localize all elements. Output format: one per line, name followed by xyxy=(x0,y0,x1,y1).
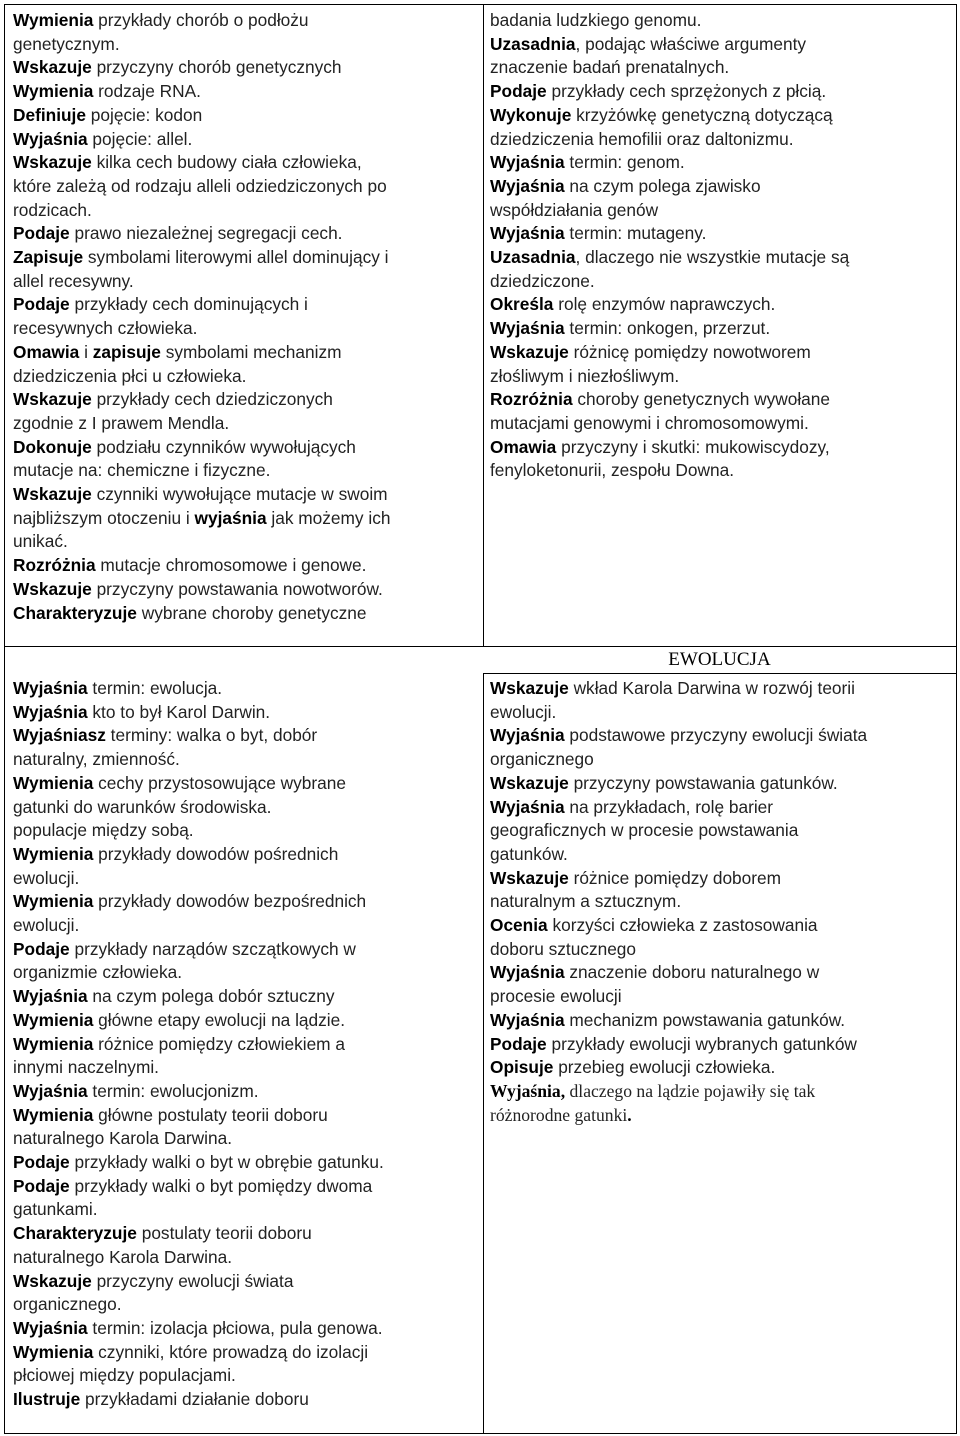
line-text: badania ludzkiego genomu. xyxy=(490,10,702,30)
text-line xyxy=(13,483,479,507)
keyword: Wymienia xyxy=(13,10,94,30)
line-text: gatunki do warunków środowiska. xyxy=(13,796,272,817)
line-text: fenyloketonurii, zespołu Downa. xyxy=(490,460,734,481)
keyword: Wyjaśnia, xyxy=(490,1080,566,1101)
section-heading-evolution: EWOLUCJA xyxy=(668,649,771,670)
keyword: Wymienia xyxy=(13,81,94,102)
text-line xyxy=(13,222,479,246)
text-line xyxy=(490,222,952,246)
keyword: Wymienia xyxy=(13,843,94,864)
line-text: ewolucji. xyxy=(490,701,557,722)
text-line xyxy=(490,677,952,701)
line-text: choroby genetycznych wywołane xyxy=(572,389,831,410)
keyword: Omawia xyxy=(490,436,557,457)
keyword: Podaje xyxy=(13,938,70,959)
keyword: Wyjaśnia xyxy=(490,725,565,746)
keyword: Podaje xyxy=(13,294,70,315)
text-line xyxy=(13,1317,479,1341)
line-text: główne etapy ewolucji na lądzie. xyxy=(93,1009,346,1030)
line-text: przykłady narządów szczątkowych w xyxy=(69,938,356,959)
line-text: termin: izolacja płciowa, pula genowa. xyxy=(87,1317,383,1338)
text-line xyxy=(13,317,479,341)
text-line xyxy=(13,436,479,460)
keyword: Wskazuje xyxy=(13,152,92,173)
keyword: Wyjaśnia xyxy=(490,175,565,196)
line-text: przyczyny i skutki: mukowiscydozy, xyxy=(556,436,830,457)
line-text: kilka cech budowy ciała człowieka, xyxy=(91,152,362,173)
line-text: przykłady cech dominujących i xyxy=(69,294,308,315)
text-line xyxy=(13,701,479,725)
text-line xyxy=(490,9,952,33)
genetics-table xyxy=(4,4,957,647)
text-line xyxy=(490,890,952,914)
keyword: Uzasadnia xyxy=(490,247,576,268)
text-line xyxy=(13,270,479,294)
line-text: znaczenie doboru naturalnego w xyxy=(564,962,820,983)
text-line xyxy=(13,80,479,104)
keyword: Wyjaśnia xyxy=(490,1009,565,1030)
line-text: przykłady cech sprzężonych z płcią. xyxy=(546,81,827,102)
keyword: Wymienia xyxy=(13,1009,94,1030)
line-text: wybrane choroby genetyczne xyxy=(136,602,367,623)
line-text: organicznego xyxy=(490,749,594,770)
text-line xyxy=(490,1009,952,1033)
column-divider xyxy=(483,673,484,1433)
line-text: dlaczego na lądzie pojawiły się tak xyxy=(565,1080,816,1101)
line-text: i xyxy=(79,341,93,362)
line-text: rolę enzymów naprawczych. xyxy=(553,294,776,315)
line-text: unikać. xyxy=(13,531,68,552)
keyword: Wyjaśnia xyxy=(490,962,565,983)
text-line xyxy=(13,1009,479,1033)
keyword: Podaje xyxy=(13,1175,70,1196)
line-text: ewolucji. xyxy=(13,915,80,936)
line-text: ewolucji. xyxy=(13,867,80,888)
text-line xyxy=(490,436,952,460)
line-text: najbliższym otoczeniu i xyxy=(13,507,195,528)
text-line xyxy=(13,1033,479,1057)
line-text: rodzaje RNA. xyxy=(93,81,201,102)
keyword: Wskazuje xyxy=(13,484,92,505)
text-line xyxy=(13,9,479,33)
line-text: na czym polega zjawisko xyxy=(564,175,761,196)
keyword: Wymienia xyxy=(13,1104,94,1125)
line-text: różnorodne gatunki xyxy=(490,1104,628,1125)
evolution-right-column xyxy=(490,677,952,1127)
line-text: przykłady dowodów bezpośrednich xyxy=(93,891,367,912)
text-line xyxy=(490,246,952,270)
line-text: jak możemy ich xyxy=(266,507,391,528)
line-text: przyczyny powstawania nowotworów. xyxy=(91,578,383,599)
text-line xyxy=(490,1033,952,1057)
line-text: współdziałania genów xyxy=(490,199,659,220)
line-text: termin: mutageny. xyxy=(564,223,707,244)
text-line xyxy=(13,819,479,843)
line-text: recesywnych człowieka. xyxy=(13,318,198,339)
keyword: Wymienia xyxy=(13,1341,94,1362)
keyword: Ilustruje xyxy=(13,1389,81,1410)
keyword: Wyjaśnia xyxy=(13,986,88,1007)
text-line xyxy=(13,1388,479,1412)
text-line xyxy=(490,56,952,80)
keyword: Uzasadnia xyxy=(490,33,576,54)
text-line xyxy=(490,914,952,938)
text-line xyxy=(13,388,479,412)
line-text: termin: ewolucjonizm. xyxy=(87,1080,259,1101)
line-text: dziedziczenia płci u człowieka. xyxy=(13,365,247,386)
text-line xyxy=(13,1151,479,1175)
text-line xyxy=(490,175,952,199)
text-line xyxy=(13,961,479,985)
text-line xyxy=(13,554,479,578)
text-line xyxy=(13,199,479,223)
line-text: które zależą od rodzaju alleli odziedziczonych po xyxy=(13,175,387,196)
line-text: rodzicach. xyxy=(13,199,92,220)
text-line xyxy=(490,199,952,223)
line-text: pojęcie: allel. xyxy=(87,128,193,149)
line-text: różnice pomiędzy człowiekiem a xyxy=(93,1033,345,1054)
line-text: na czym polega dobór sztuczny xyxy=(87,986,335,1007)
text-line xyxy=(13,246,479,270)
text-line xyxy=(490,985,952,1009)
text-line xyxy=(13,1222,479,1246)
line-text: różnicę pomiędzy nowotworem xyxy=(568,341,811,362)
line-text: na przykładach, rolę barier xyxy=(564,796,774,817)
line-text: przyczyny chorób genetycznych xyxy=(91,57,342,78)
line-text: populacje między sobą. xyxy=(13,820,194,841)
keyword: Charakteryzuje xyxy=(13,1223,137,1244)
text-line xyxy=(490,796,952,820)
text-line xyxy=(13,365,479,389)
line-text: naturalnego Karola Darwina. xyxy=(13,1128,233,1149)
keyword: Wymienia xyxy=(13,1033,94,1054)
text-line xyxy=(13,341,479,365)
line-text: innymi naczelnymi. xyxy=(13,1057,159,1078)
text-line xyxy=(13,56,479,80)
text-line xyxy=(490,748,952,772)
text-line xyxy=(490,938,952,962)
keyword: Wskazuje xyxy=(13,389,92,410)
line-text: prawo niezależnej segregacji cech. xyxy=(69,223,343,244)
line-text: termin: onkogen, przerzut. xyxy=(564,318,771,339)
keyword: zapisuje xyxy=(92,341,161,362)
keyword: Wyjaśnia xyxy=(13,678,88,698)
line-text: znaczenie badań prenatalnych. xyxy=(490,57,730,78)
line-text: kto to był Karol Darwin. xyxy=(87,701,271,722)
text-line xyxy=(490,128,952,152)
keyword: Wskazuje xyxy=(13,57,92,78)
line-text: główne postulaty teorii doboru xyxy=(93,1104,328,1125)
genetics-left-column xyxy=(13,9,479,625)
keyword: Wyjaśnia xyxy=(13,701,88,722)
line-text: przykłady walki o byt pomiędzy dwoma xyxy=(69,1175,373,1196)
keyword: Wskazuje xyxy=(13,1270,92,1291)
keyword: Podaje xyxy=(13,1152,70,1173)
line-text: mechanizm powstawania gatunków. xyxy=(564,1009,846,1030)
line-text: przykłady dowodów pośrednich xyxy=(93,843,339,864)
line-text: korzyści człowieka z zastosowania xyxy=(547,915,818,936)
keyword: Wykonuje xyxy=(490,104,572,125)
text-line xyxy=(13,1341,479,1365)
text-line xyxy=(490,843,952,867)
genetics-right-column xyxy=(490,9,952,483)
text-line xyxy=(13,985,479,1009)
line-text: przykładami działanie doboru xyxy=(80,1389,309,1410)
text-line xyxy=(13,33,479,57)
line-text: , podając właściwe argumenty xyxy=(575,33,807,54)
keyword: Podaje xyxy=(490,81,547,102)
line-text: przykłady cech dziedziczonych xyxy=(91,389,333,410)
keyword: Wyjaśnia xyxy=(490,796,565,817)
keyword: Charakteryzuje xyxy=(13,602,137,623)
line-text: allel recesywny. xyxy=(13,270,134,291)
line-text: termin: ewolucja. xyxy=(87,678,223,698)
line-text: organicznego. xyxy=(13,1294,122,1315)
text-line xyxy=(13,748,479,772)
text-line xyxy=(13,772,479,796)
text-line xyxy=(13,104,479,128)
text-line xyxy=(490,293,952,317)
keyword: Wymienia xyxy=(13,891,94,912)
keyword: Wyjaśnia xyxy=(490,318,565,339)
text-line xyxy=(13,724,479,748)
line-text: gatunkami. xyxy=(13,1199,98,1220)
line-text: krzyżówkę genetyczną dotyczącą xyxy=(571,104,833,125)
text-line xyxy=(13,1104,479,1128)
text-line xyxy=(13,293,479,317)
text-line xyxy=(13,677,479,701)
keyword: Definiuje xyxy=(13,104,86,125)
line-text: dziedziczenia hemofilii oraz daltonizmu. xyxy=(490,128,794,149)
line-text: przykłady ewolucji wybranych gatunków xyxy=(546,1033,857,1054)
keyword: Określa xyxy=(490,294,554,315)
text-line xyxy=(490,819,952,843)
text-line xyxy=(490,104,952,128)
line-text: podziału czynników wywołujących xyxy=(91,436,356,457)
line-text: naturalnym a sztucznym. xyxy=(490,891,682,912)
line-text: przyczyny ewolucji świata xyxy=(91,1270,294,1291)
text-line xyxy=(13,1246,479,1270)
text-line xyxy=(13,938,479,962)
text-line xyxy=(13,151,479,175)
evolution-left-column xyxy=(13,677,479,1412)
keyword: Wyjaśnia xyxy=(13,128,88,149)
keyword: Zapisuje xyxy=(13,247,84,268)
text-line xyxy=(490,270,952,294)
keyword: Wyjaśnia xyxy=(13,1080,88,1101)
keyword: Wyjaśnia xyxy=(490,223,565,244)
keyword: Wyjaśniasz xyxy=(13,725,106,746)
text-line xyxy=(13,507,479,531)
line-text: wkład Karola Darwina w rozwój teorii xyxy=(568,678,855,698)
line-text: złośliwym i niezłośliwym. xyxy=(490,365,680,386)
text-line xyxy=(13,1270,479,1294)
keyword: Dokonuje xyxy=(13,436,92,457)
text-line xyxy=(13,796,479,820)
text-line xyxy=(13,1056,479,1080)
line-text: mutacjami genowymi i chromosomowymi. xyxy=(490,412,809,433)
text-line xyxy=(490,459,952,483)
keyword: Podaje xyxy=(13,223,70,244)
text-line xyxy=(490,365,952,389)
line-text: genetycznym. xyxy=(13,33,120,54)
text-line xyxy=(490,341,952,365)
text-line xyxy=(490,33,952,57)
text-line xyxy=(490,412,952,436)
line-text: cechy przystosowujące wybrane xyxy=(93,772,346,793)
text-line xyxy=(490,701,952,725)
keyword: Wskazuje xyxy=(490,867,569,888)
line-text: symbolami literowymi allel dominujący i xyxy=(83,247,389,268)
line-text: zgodnie z I prawem Mendla. xyxy=(13,412,230,433)
line-text: przykłady chorób o podłożu xyxy=(93,10,309,30)
line-text: czynniki, które prowadzą do izolacji xyxy=(93,1341,369,1362)
text-line xyxy=(490,80,952,104)
line-text: gatunków. xyxy=(490,843,568,864)
text-line xyxy=(490,772,952,796)
keyword: Omawia xyxy=(13,341,80,362)
keyword: Ocenia xyxy=(490,915,548,936)
keyword: Rozróżnia xyxy=(490,389,573,410)
line-text: organizmie człowieka. xyxy=(13,962,183,983)
keyword: Wskazuje xyxy=(13,578,92,599)
text-line xyxy=(490,1104,952,1128)
text-line xyxy=(13,530,479,554)
keyword: Rozróżnia xyxy=(13,555,96,576)
text-line xyxy=(13,1127,479,1151)
text-line xyxy=(13,412,479,436)
line-text: procesie ewolucji xyxy=(490,986,622,1007)
column-divider xyxy=(483,5,484,646)
text-line xyxy=(490,1056,952,1080)
keyword: Wyjaśnia xyxy=(490,152,565,173)
line-text: , dlaczego nie wszystkie mutacje są xyxy=(575,247,850,268)
line-text: pojęcie: kodon xyxy=(85,104,203,125)
line-text: terminy: walka o byt, dobór xyxy=(105,725,318,746)
line-text: postulaty teorii doboru xyxy=(136,1223,312,1244)
text-line xyxy=(490,867,952,891)
line-text: mutacje na: chemiczne i fizyczne. xyxy=(13,460,271,481)
line-text: mutacje chromosomowe i genowe. xyxy=(95,555,367,576)
text-line xyxy=(13,1293,479,1317)
text-line xyxy=(13,890,479,914)
keyword: Wymienia xyxy=(13,772,94,793)
keyword: Wyjaśnia xyxy=(13,1317,88,1338)
line-text: różnice pomiędzy doborem xyxy=(568,867,782,888)
evolution-table xyxy=(4,647,957,1434)
text-line xyxy=(13,459,479,483)
line-text: przebieg ewolucji człowieka. xyxy=(553,1057,776,1078)
keyword: Podaje xyxy=(490,1033,547,1054)
keyword: Wskazuje xyxy=(490,341,569,362)
keyword: . xyxy=(627,1104,632,1125)
text-line xyxy=(490,151,952,175)
line-text: doboru sztucznego xyxy=(490,938,637,959)
text-line xyxy=(490,724,952,748)
text-line xyxy=(490,1080,952,1104)
keyword: Wskazuje xyxy=(490,678,569,698)
text-line xyxy=(13,914,479,938)
line-text: dziedziczone. xyxy=(490,270,595,291)
text-line xyxy=(13,1175,479,1199)
text-line xyxy=(13,843,479,867)
text-line xyxy=(13,867,479,891)
text-line xyxy=(13,175,479,199)
text-line xyxy=(13,1080,479,1104)
text-line xyxy=(490,317,952,341)
line-text: płciowej między populacjami. xyxy=(13,1365,236,1386)
text-line xyxy=(13,1198,479,1222)
keyword: wyjaśnia xyxy=(194,507,267,528)
text-line xyxy=(13,128,479,152)
line-text: symbolami mechanizm xyxy=(160,341,342,362)
line-text: czynniki wywołujące mutacje w swoim xyxy=(91,484,388,505)
line-text: przyczyny powstawania gatunków. xyxy=(568,772,838,793)
line-text: termin: genom. xyxy=(564,152,685,173)
line-text: podstawowe przyczyny ewolucji świata xyxy=(564,725,868,746)
line-text: naturalny, zmienność. xyxy=(13,749,180,770)
text-line xyxy=(13,578,479,602)
text-line xyxy=(13,1364,479,1388)
text-line xyxy=(490,388,952,412)
heading-divider xyxy=(483,673,956,674)
keyword: Opisuje xyxy=(490,1057,554,1078)
text-line xyxy=(13,602,479,626)
line-text: geograficznych w procesie powstawania xyxy=(490,820,799,841)
line-text: przykłady walki o byt w obrębie gatunku. xyxy=(69,1152,384,1173)
text-line xyxy=(490,961,952,985)
keyword: Wskazuje xyxy=(490,772,569,793)
line-text: naturalnego Karola Darwina. xyxy=(13,1246,233,1267)
